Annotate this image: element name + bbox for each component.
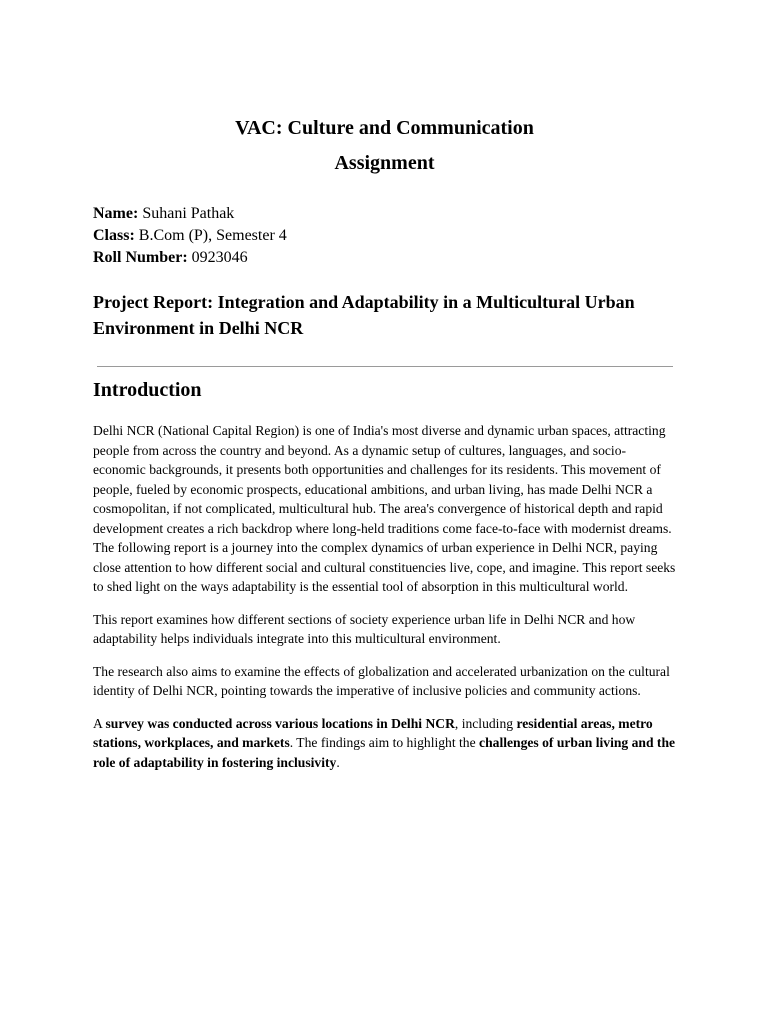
class-value: B.Com (P), Semester 4 <box>134 227 287 244</box>
intro-paragraph-3: The research also aims to examine the effects of globalization and accelerated urbanization on the cultural identity of Delhi NCR, pointing towards the imperative of inclusive policies and community actions. <box>93 663 670 698</box>
project-title: Project Report: Integration and Adaptability in a Multicultural Urban Environment in Delhi NCR <box>93 292 635 338</box>
horizontal-divider <box>97 366 673 367</box>
roll-number-row <box>93 247 676 269</box>
roll-number-label: Roll Number: <box>93 249 188 266</box>
name-label: Name: <box>93 205 139 222</box>
student-details <box>93 203 676 269</box>
survey-text-bold-3: challenges of urban living and the role of adaptability in fostering inclusivity <box>93 735 676 770</box>
survey-text-2: , including <box>454 715 517 731</box>
name-value: Suhani Pathak <box>138 205 235 222</box>
survey-text-4: . <box>336 754 340 770</box>
name-row <box>93 203 676 225</box>
survey-text-3: . The findings aim to highlight the <box>289 735 480 750</box>
section-heading-introduction: Introduction <box>93 379 202 401</box>
survey-text-1: A <box>93 715 106 731</box>
survey-text-bold-2: residential areas, metro stations, workplaces, and markets <box>93 715 653 750</box>
class-label: Class: <box>93 227 135 244</box>
intro-paragraph-1: Delhi NCR (National Capital Region) is one of India's most diverse and dynamic urban spaces, attracting people from across the country and beyond. As a dynamic setup of cultures, languages, and socio-economic backgrounds, it presents both opportunities and challenges for its residents. This movement of people, fueled by economic prospects, educational ambitions, and urban living, has made Delhi NCR a cosmopolitan, if not complicated, multicultural hub. The area's convergence of historical depth and rapid development creates a rich backdrop where long-held traditions come face-to-face with modernist dreams. The following report is a journey into the complex dynamics of urban experience in Delhi NCR, paying close attention to how different social and cultural constituencies live, cope, and imagine. This report seeks to shed light on the ways adaptability is the essential tool of absorption in this multicultural world. <box>93 423 676 594</box>
document-title: VAC: Culture and Communication <box>235 117 534 139</box>
roll-number-value: 0923046 <box>187 249 248 266</box>
intro-paragraph-2: This report examines how different sections of society experience urban life in Delhi NCR and how adaptability helps individuals integrate into this multicultural environment. <box>93 611 636 646</box>
class-row <box>93 225 676 247</box>
document-subtitle: Assignment <box>334 152 435 174</box>
survey-paragraph <box>93 714 676 773</box>
survey-text-bold-1: survey was conducted across various locations in Delhi NCR <box>105 715 455 731</box>
